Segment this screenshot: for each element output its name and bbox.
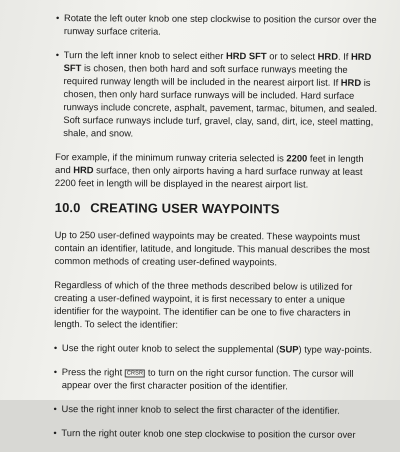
- text-run: Rotate the left outer knob one step clockwise to position the cursor over the runway surface criteria.: [63, 12, 377, 37]
- bold-term: SUP: [279, 343, 299, 355]
- bold-term: HRD: [317, 50, 339, 62]
- section-heading: [55, 200, 377, 218]
- text-run: Turn the left inner knob to select either: [63, 49, 227, 62]
- text-run: or to select: [266, 50, 318, 62]
- bullet-item-rotate-outer: [56, 11, 378, 39]
- bottom-bullet-list: [53, 341, 376, 441]
- text-run: feet in length and: [54, 152, 364, 176]
- crsr-button-glyph: CRSR: [125, 369, 145, 377]
- bullet-item-turn-outer-cut: [53, 426, 375, 441]
- intro-paragraph: Up to 250 user-defined waypoints may be created. These waypoints must contain an identifier, latitude, and longitude. This manual describes the most common methods of creating user-defined waypoints.: [54, 228, 370, 268]
- example-paragraph: [55, 150, 377, 191]
- top-bullet-list: [55, 11, 378, 141]
- bold-term: HRD: [340, 76, 362, 88]
- bold-term: HRD SFT: [225, 50, 267, 62]
- bullet-item-press-crsr: [54, 365, 376, 393]
- text-run: surface, then only airports having a hard surface runway at least 2200 feet in length will be displayed in the nearest airport list.: [54, 164, 363, 190]
- text-run: to turn on the right cursor function. The cursor will appear over the first character position of the identifier.: [61, 366, 354, 392]
- bold-term: 2200: [286, 152, 308, 164]
- bullet-item-select-sup: [54, 341, 376, 356]
- bullet-item-turn-inner: [55, 48, 378, 141]
- bold-term: HRD SFT: [63, 50, 372, 74]
- page-content: [53, 11, 378, 452]
- text-run: For example, if the minimum runway criteria selected is: [55, 150, 287, 164]
- text-run: Turn the right outer knob one step clockwise to position the cursor over: [61, 427, 356, 440]
- text-run: is chosen, then only hard surface runways will be included. Hard surface runways include concrete, asphalt, pavement, tarmac, bitumen, and sealed. Soft surface runways include turf, gravel, clay, sand, dirt, ice, steel matting, shale, and snow.: [63, 76, 378, 139]
- text-run: Use the right inner knob to select the first character of the identifier.: [61, 403, 340, 416]
- section-title: CREATING USER WAYPOINTS: [90, 200, 280, 217]
- text-run: Use the right outer knob to select the supplemental (: [61, 342, 280, 355]
- text-run: ) type way-points.: [298, 343, 373, 355]
- text-run: is chosen, then both hard and soft surface runways meeting the required runway length will be included in the nearest airport list. If: [63, 62, 348, 88]
- text-run: . If: [337, 50, 352, 62]
- bold-term: HRD: [73, 164, 94, 176]
- section-number: 10.0: [54, 199, 81, 216]
- bullet-item-select-first-char: [54, 402, 376, 417]
- text-run: Press the right: [61, 366, 125, 378]
- identifier-paragraph: Regardless of which of the three methods described below is utilized for creating a user-defined waypoint, it is first necessary to enter a unique identifier for the waypoint. The identifier can be one to five characters in length. To select the identifier:: [54, 278, 353, 330]
